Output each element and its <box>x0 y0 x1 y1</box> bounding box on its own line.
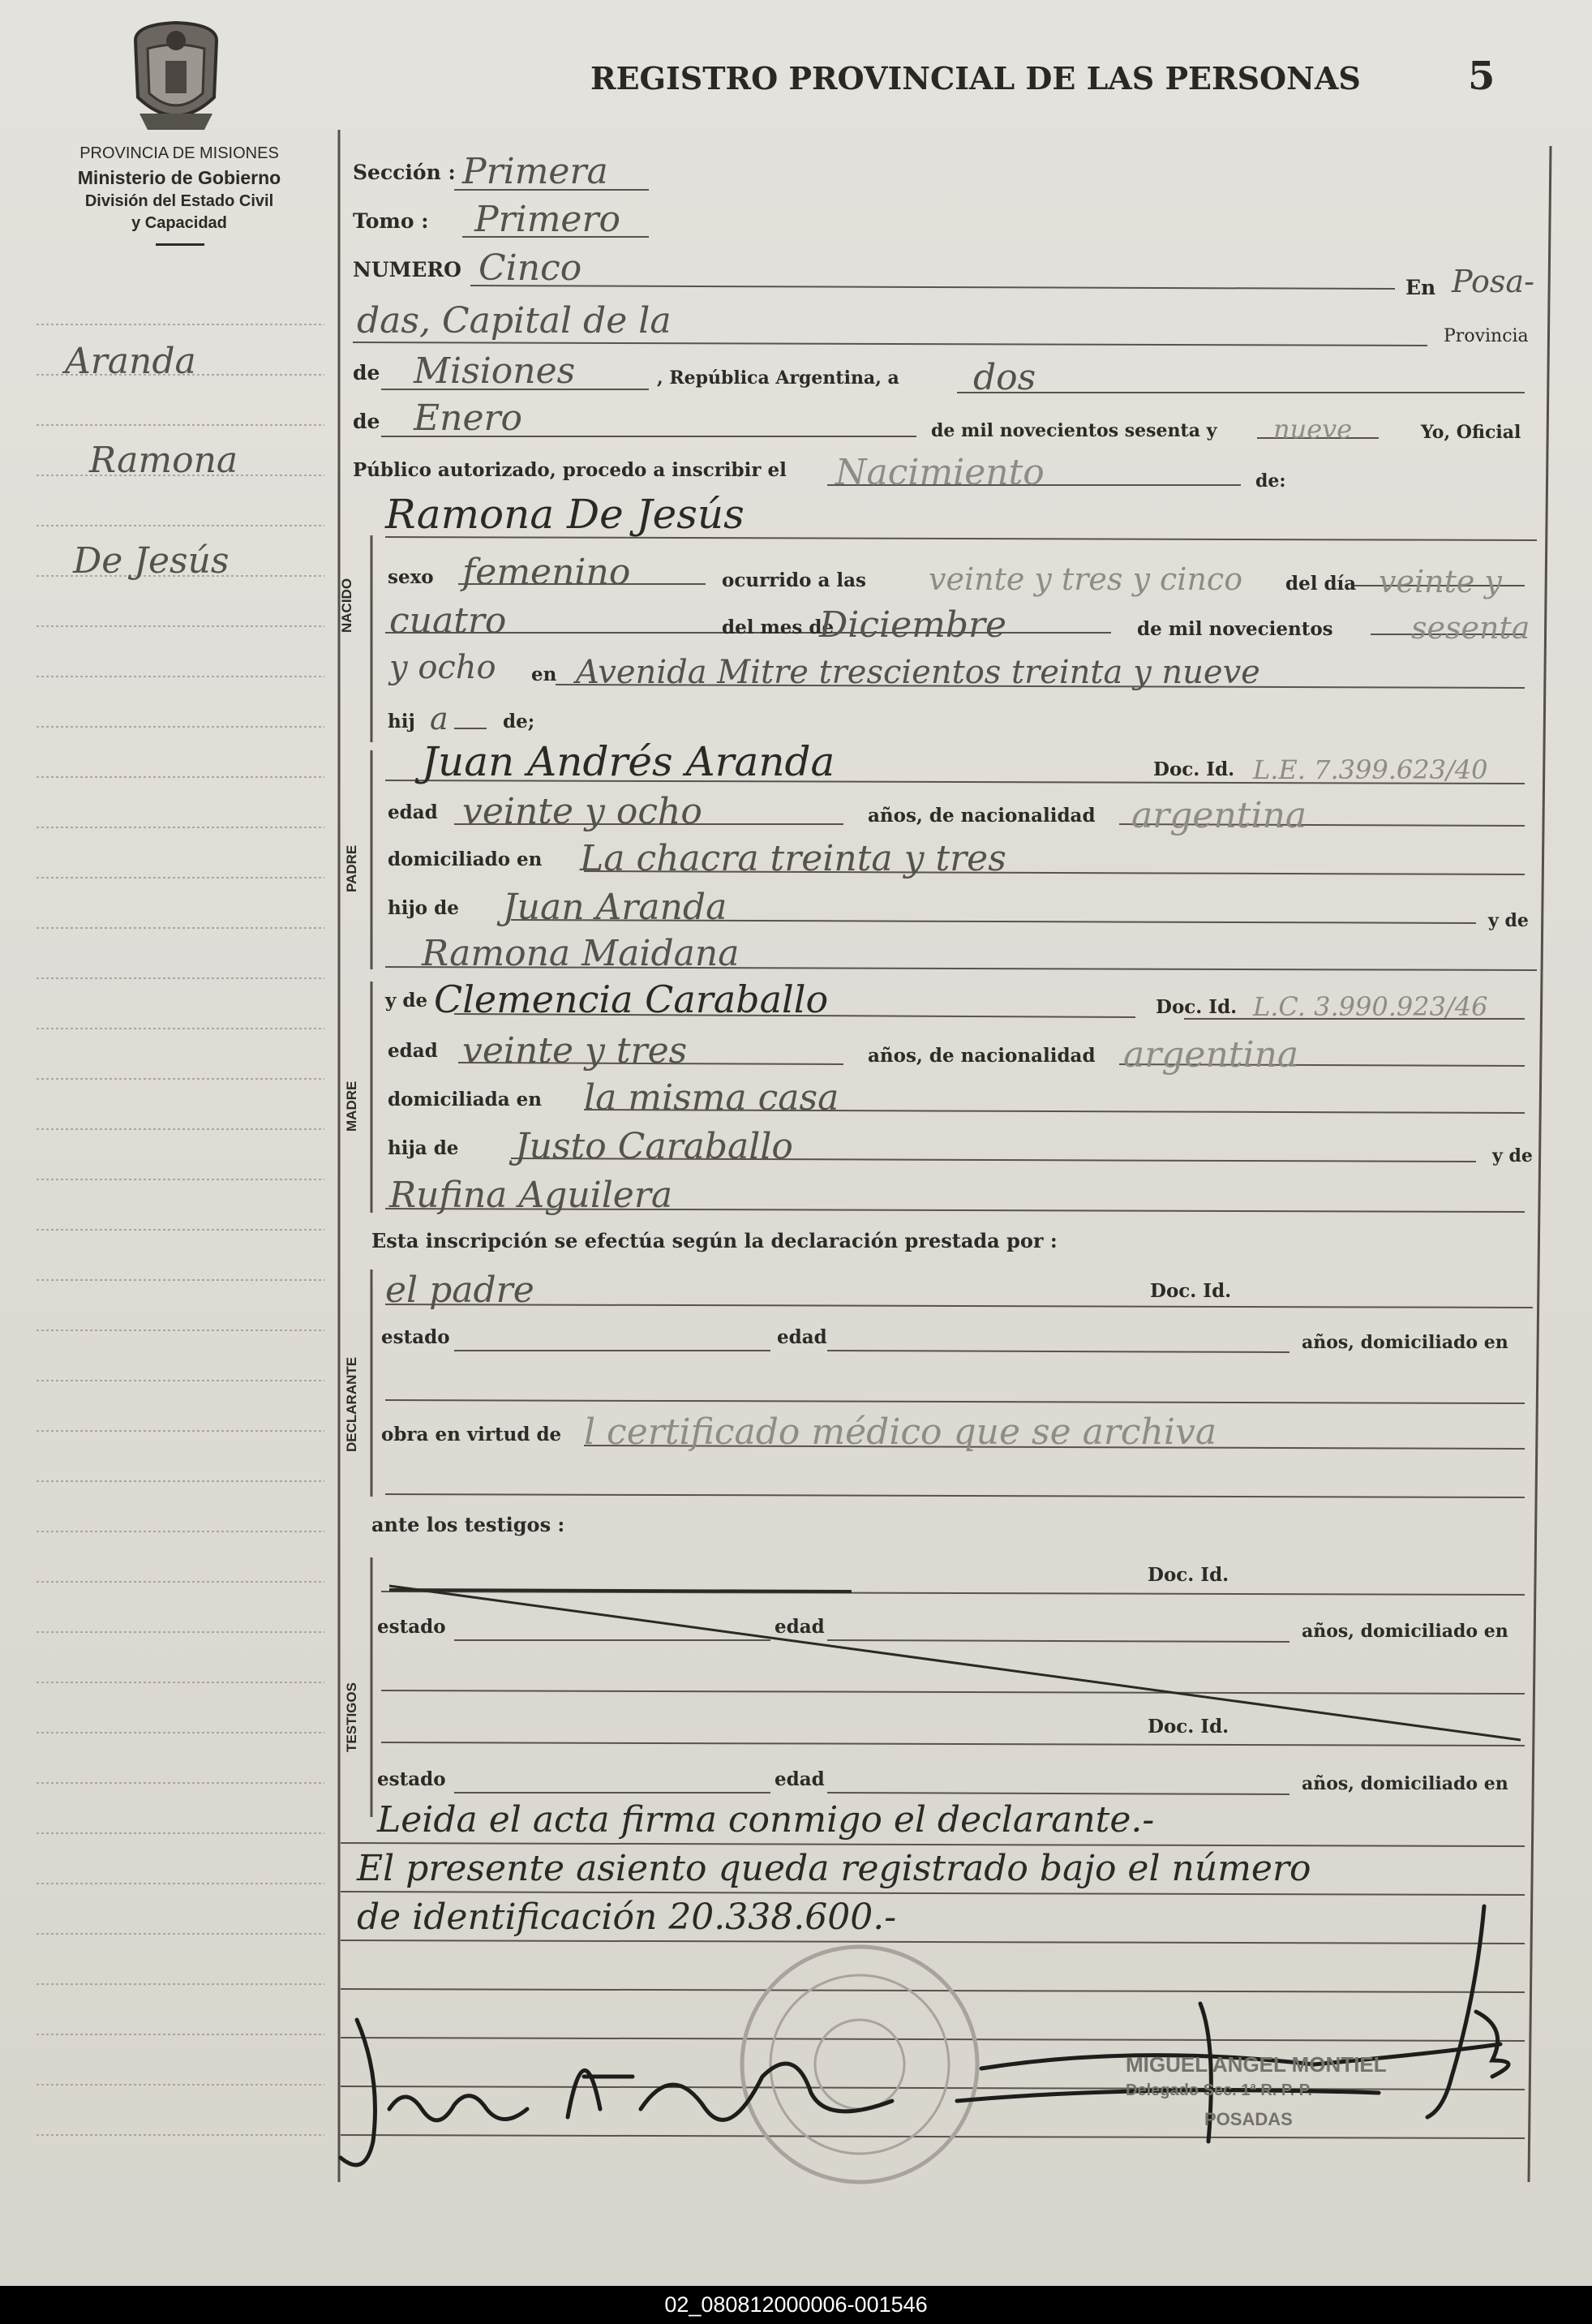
de-semicolon-label: de; <box>503 711 535 732</box>
padre-doc-label: Doc. Id. <box>1153 758 1235 780</box>
inscripcion-label: Esta inscripción se efectúa según la declaración prestada por : <box>371 1229 1058 1252</box>
testigo2-doc-label: Doc. Id. <box>1148 1716 1229 1738</box>
margin-lines <box>36 324 324 2135</box>
en-label: En <box>1405 276 1436 299</box>
nacido-section-label: NACIDO <box>339 578 354 633</box>
madre-nac-value: argentina <box>1123 1034 1299 1076</box>
declarante-obra-label: obra en virtud de <box>381 1424 562 1446</box>
office-line-4: y Capacidad <box>131 214 227 232</box>
seccion-value: Primera <box>462 151 608 192</box>
padre-edad-value: veinte y ocho <box>462 791 702 832</box>
mil-label: de mil novecientos <box>1137 618 1333 640</box>
mes-nac-value: Diciembre <box>819 604 1007 646</box>
padre-y-de-label: y de <box>1488 910 1529 931</box>
testigo1-estado-label: estado <box>377 1616 446 1638</box>
del-mes-label: del mes de <box>722 616 835 638</box>
seccion-label: Sección : <box>353 161 456 184</box>
madre-hija-value: Justo Caraballo <box>515 1126 793 1167</box>
madre-madre-value: Rufina Aguilera <box>389 1175 673 1216</box>
footer-document-id: 02_080812000006-001546 <box>0 2286 1592 2324</box>
padre-dom-value: La chacra treinta y tres <box>580 838 1006 879</box>
madre-section-label: MADRE <box>344 1080 359 1132</box>
testigo2-estado-label: estado <box>377 1768 446 1790</box>
official-stamp-title: Delegado Sec. 1ª R. P. P. <box>1126 2081 1313 2099</box>
padre-nac-label: años, de nacionalidad <box>868 805 1096 827</box>
testigo1-doc-label: Doc. Id. <box>1148 1564 1229 1586</box>
lugar-value: Avenida Mitre trescientos treinta y nueve <box>576 654 1260 691</box>
hij-suffix: a <box>430 701 448 737</box>
nacido-name: Ramona De Jesús <box>385 491 745 538</box>
place-value-2: das, Capital de la <box>357 300 672 342</box>
acto-value: Nacimiento <box>835 452 1045 493</box>
madre-edad-label: edad <box>388 1040 438 1062</box>
madre-name: Clemencia Caraballo <box>434 977 829 1021</box>
declarante-edad-label: edad <box>777 1326 827 1348</box>
provincia-label: Provincia <box>1444 326 1529 346</box>
testigo2-anios-label: años, domiciliado en <box>1302 1773 1508 1794</box>
testigo1-edad-label: edad <box>775 1616 825 1638</box>
padre-hijo-value: Juan Aranda <box>503 887 727 928</box>
year-label: de mil novecientos sesenta y <box>931 420 1217 441</box>
place-value-1: Posa- <box>1452 264 1534 299</box>
madre-dom-value: la misma casa <box>584 1077 839 1119</box>
office-line-1: PROVINCIA DE MISIONES <box>79 144 279 162</box>
padre-section-label: PADRE <box>344 844 359 892</box>
testigos-ante-label: ante los testigos : <box>371 1513 565 1536</box>
dia-value-2: cuatro <box>389 600 507 642</box>
note-line-2: El presente asiento queda registrado bajo el número <box>357 1848 1311 1889</box>
de-label-provincia: de <box>353 361 380 384</box>
yo-oficial-label: Yo, Oficial <box>1421 422 1521 443</box>
padre-dom-label: domiciliado en <box>388 848 543 870</box>
padre-doc-value: L.E. 7.399.623/40 <box>1253 754 1488 785</box>
del-dia-label: del día <box>1285 573 1357 595</box>
tomo-label: Tomo : <box>353 209 429 233</box>
madre-hija-label: hija de <box>388 1137 459 1159</box>
declarante-anios-label: años, domiciliado en <box>1302 1332 1508 1353</box>
margin-first-name: Ramona <box>89 440 238 481</box>
republica-label: , República Argentina, a <box>657 367 899 389</box>
hij-label: hij <box>388 711 415 732</box>
en-lugar-label: en <box>531 664 557 685</box>
ocurrido-label: ocurrido a las <box>722 569 866 591</box>
madre-y-de-label-2: y de <box>1492 1145 1533 1166</box>
madre-edad-value: veinte y tres <box>462 1030 688 1072</box>
margin-surname: Aranda <box>65 341 196 382</box>
note-line-1: Leida el acta firma conmigo el declarante.- <box>377 1799 1155 1841</box>
document-title: REGISTRO PROVINCIAL DE LAS PERSONAS <box>590 60 1361 97</box>
official-stamp-name: MIGUEL ANGEL MONTIEL <box>1126 2052 1387 2077</box>
declarant-signature <box>341 2020 892 2165</box>
madre-doc-label: Doc. Id. <box>1156 996 1238 1018</box>
de-colon-label: de: <box>1255 470 1286 492</box>
sexo-label: sexo <box>388 566 434 588</box>
mes-value: Enero <box>414 397 523 439</box>
numero-value: Cinco <box>478 247 582 289</box>
year-value: nueve <box>1273 414 1353 445</box>
note-line-3: de identificación 20.338.600.- <box>357 1897 897 1938</box>
padre-edad-label: edad <box>388 801 438 823</box>
testigos-section-label: TESTIGOS <box>344 1682 359 1752</box>
publico-label: Público autorizado, procedo a inscribir el <box>353 459 787 481</box>
anio-value-2: y ocho <box>389 649 496 686</box>
testigo2-edad-label: edad <box>775 1768 825 1790</box>
padre-nac-value: argentina <box>1131 795 1307 836</box>
margin-second-name: De Jesús <box>73 540 230 582</box>
declarante-value: el padre <box>385 1269 534 1311</box>
dia-value-1: veinte y <box>1379 564 1502 599</box>
page-number: 5 <box>1468 54 1495 99</box>
sexo-value: femenino <box>462 552 631 593</box>
official-stamp-city: POSADAS <box>1204 2109 1293 2129</box>
tomo-value: Primero <box>474 199 620 240</box>
madre-nac-label: años, de nacionalidad <box>868 1045 1096 1067</box>
office-line-3: División del Estado Civil <box>84 192 274 210</box>
padre-name: Juan Andrés Aranda <box>422 738 835 785</box>
anio-value-1: sesenta <box>1411 610 1530 646</box>
madre-doc-value: L.C. 3.990.923/46 <box>1253 991 1488 1022</box>
madre-y-de-label: y de <box>385 990 428 1012</box>
madre-dom-label: domiciliada en <box>388 1089 542 1110</box>
provincia-value: Misiones <box>414 350 576 392</box>
padre-madre-value: Ramona Maidana <box>422 933 740 974</box>
padre-hijo-label: hijo de <box>388 897 459 919</box>
testigo1-anios-label: años, domiciliado en <box>1302 1621 1508 1642</box>
dia-value: dos <box>973 357 1036 398</box>
office-line-2: Ministerio de Gobierno <box>77 167 281 188</box>
declarante-estado-label: estado <box>381 1326 450 1348</box>
declarante-obra-value: l certificado médico que se archiva <box>584 1411 1217 1453</box>
hora-value: veinte y tres y cinco <box>929 561 1243 597</box>
numero-label: NUMERO <box>353 258 461 281</box>
declarante-doc-label: Doc. Id. <box>1150 1280 1232 1302</box>
declarante-section-label: DECLARANTE <box>344 1356 359 1452</box>
de-label-mes: de <box>353 410 380 433</box>
